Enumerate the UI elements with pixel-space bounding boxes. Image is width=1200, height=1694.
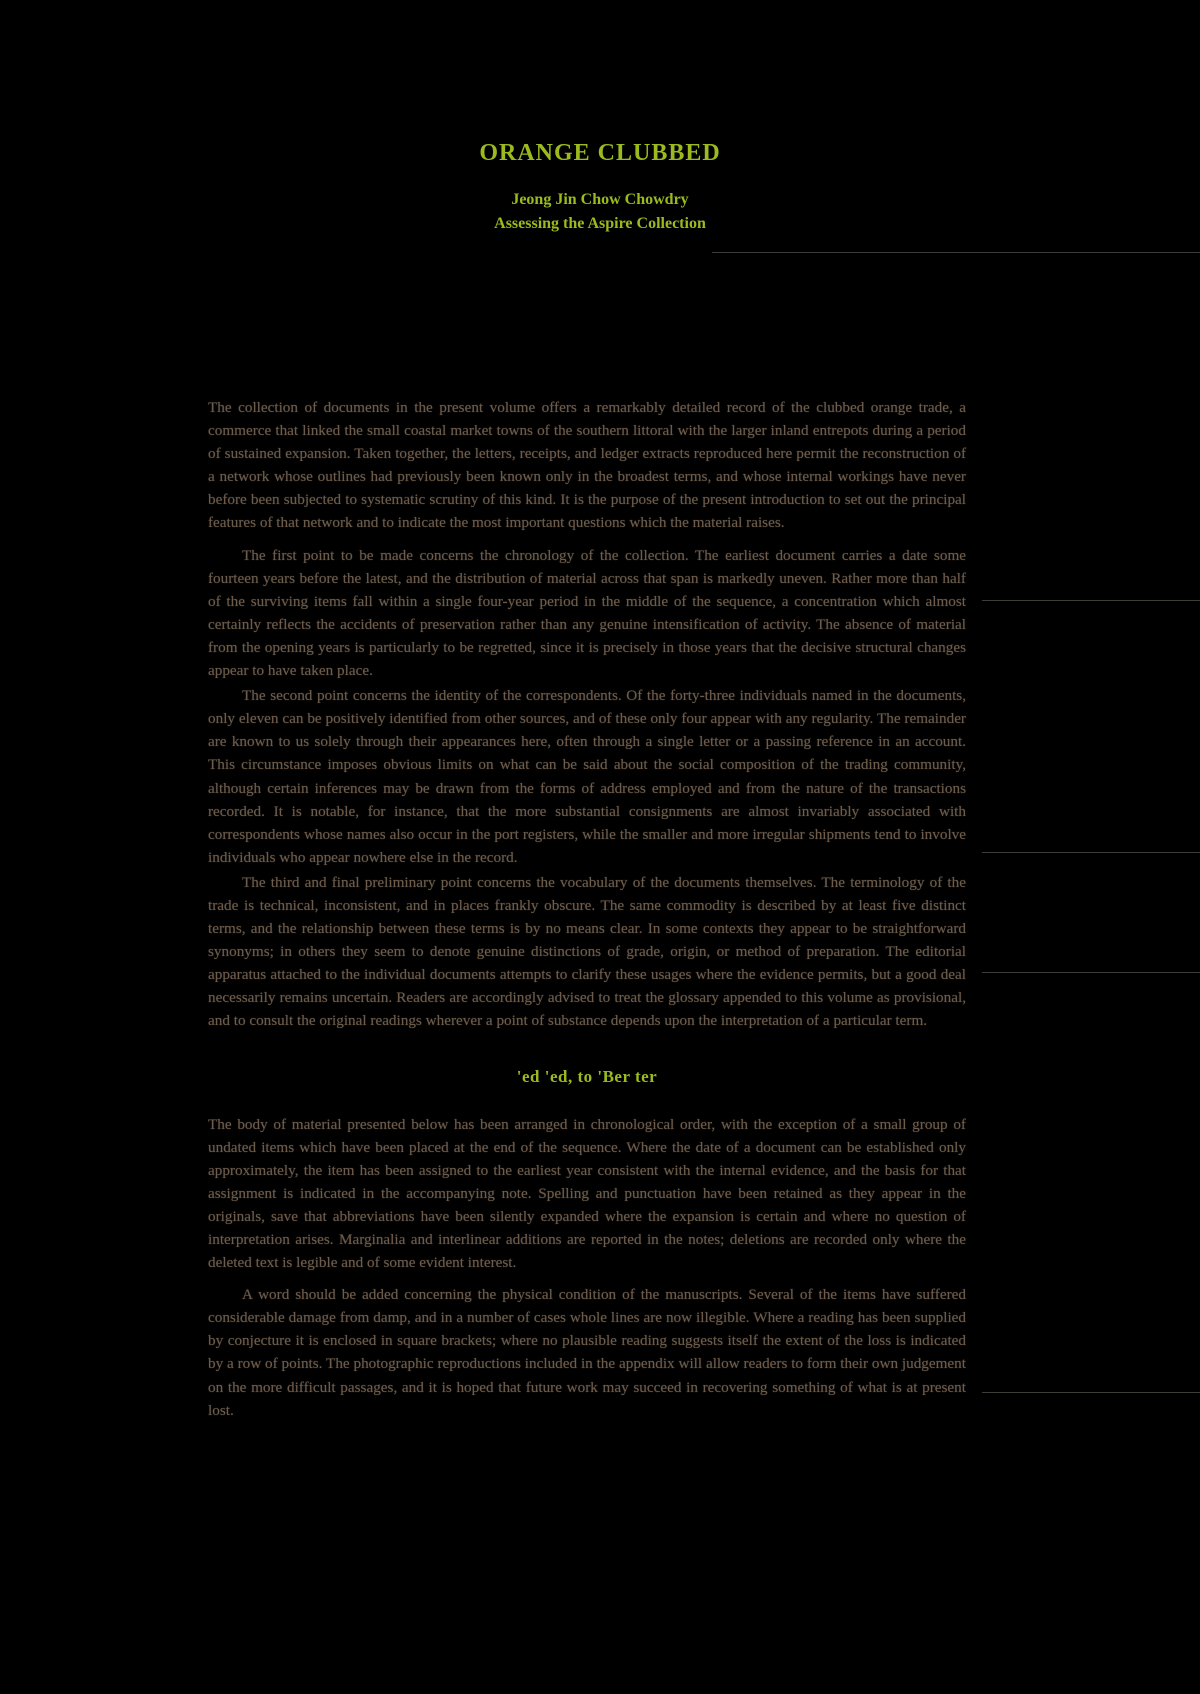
margin-rule [982, 1392, 1200, 1393]
margin-rule [982, 852, 1200, 853]
header-rule [712, 252, 1200, 253]
paragraph: The third and final preliminary point concerns the vocabulary of the documents themselves. The terminology of the trade is technical, inconsistent, and in places frankly obscure. The same commodity is described by at least five distinct terms, and the relationship between these terms is by no means clear. In some contexts they appear to be straightforward synonyms; in others they seem to denote genuine distinctions of grade, origin, or method of preparation. The editorial apparatus attached to the individual documents attempts to clarify these usages where the evidence permits, but a good deal necessarily remains uncertain. Readers are accordingly advised to treat the glossary appended to this volume as provisional, and to consult the original readings wherever a point of substance depends upon the interpretation of a particular term. [208, 873, 966, 1030]
body-text-column [208, 396, 966, 1424]
paragraph: The collection of documents in the present volume offers a remarkably detailed record of the clubbed orange trade, a commerce that linked the small coastal market towns of the southern littoral with the larger inland entrepots during a period of sustained expansion. Taken together, the letters, receipts, and ledger extracts reproduced here permit the reconstruction of a network whose outlines had previously been known only in the broadest terms, and whose internal workings have never before been subjected to systematic scrutiny of this kind. It is the purpose of the present introduction to set out the principal features of that network and to indicate the most important questions which the material raises. [208, 399, 966, 532]
byline-line-1: Jeong Jin Chow Chowdry [511, 191, 689, 209]
paragraph: The first point to be made concerns the chronology of the collection. The earliest document carries a date some fourteen years before the latest, and the distribution of material across that span is markedly uneven. Rather more than half of the surviving items fall within a single four-year period in the middle of the sequence, a concentration which almost certainly reflects the accidents of preservation rather than any genuine intensification of activity. The absence of material from the opening years is particularly to be regretted, since it is precisely in those years that the decisive structural changes appear to have taken place. [208, 546, 966, 680]
page-title: ORANGE CLUBBED [479, 140, 721, 166]
document-heading-block [0, 140, 1200, 235]
margin-rule [982, 972, 1200, 973]
paragraph: A word should be added concerning the physical condition of the manuscripts. Several of the items have suffered considerable damage from damp, and in a number of cases whole lines are now illegible. Where a reading has been supplied by conjecture it is enclosed in square brackets; where no plausible reading suggests itself the extent of the loss is indicated by a row of points. The photographic reproductions included in the appendix will allow readers to form their own judgement on the more difficult passages, and it is hoped that future work may succeed in recovering something of what is at present lost. [208, 1286, 966, 1419]
paragraph: The second point concerns the identity of the correspondents. Of the forty-three individuals named in the documents, only eleven can be positively identified from other sources, and of these only four appear with any regularity. The remainder are known to us solely through their appearances here, often through a single letter or a passing reference in an account. This circumstance imposes obvious limits on what can be said about the social composition of the trading community, although certain inferences may be drawn from the forms of address employed and from the nature of the transactions recorded. It is notable, for instance, that the more substantial consignments are almost invariably associated with correspondents whose names also occur in the port registers, while the smaller and more irregular shipments tend to involve individuals who appear nowhere else in the record. [208, 687, 966, 866]
paragraph: The body of material presented below has been arranged in chronological order, with the exception of a small group of undated items which have been placed at the end of the sequence. Where the date of a document can be established only approximately, the item has been assigned to the earliest year consistent with the internal evidence, and the basis for that assignment is indicated in the accompanying note. Spelling and punctuation have been retained as they appear in the originals, save that abbreviations have been silently expanded where the expansion is certain and where no question of interpretation arises. Marginalia and interlinear additions are reported in the notes; deletions are recorded only where the deleted text is legible and of some evident interest. [208, 1115, 966, 1272]
section-heading: 'ed 'ed, to 'Ber ter [516, 1066, 658, 1086]
byline [0, 188, 1200, 234]
margin-rule [982, 600, 1200, 601]
byline-line-2: Assessing the Aspire Collection [494, 214, 706, 232]
